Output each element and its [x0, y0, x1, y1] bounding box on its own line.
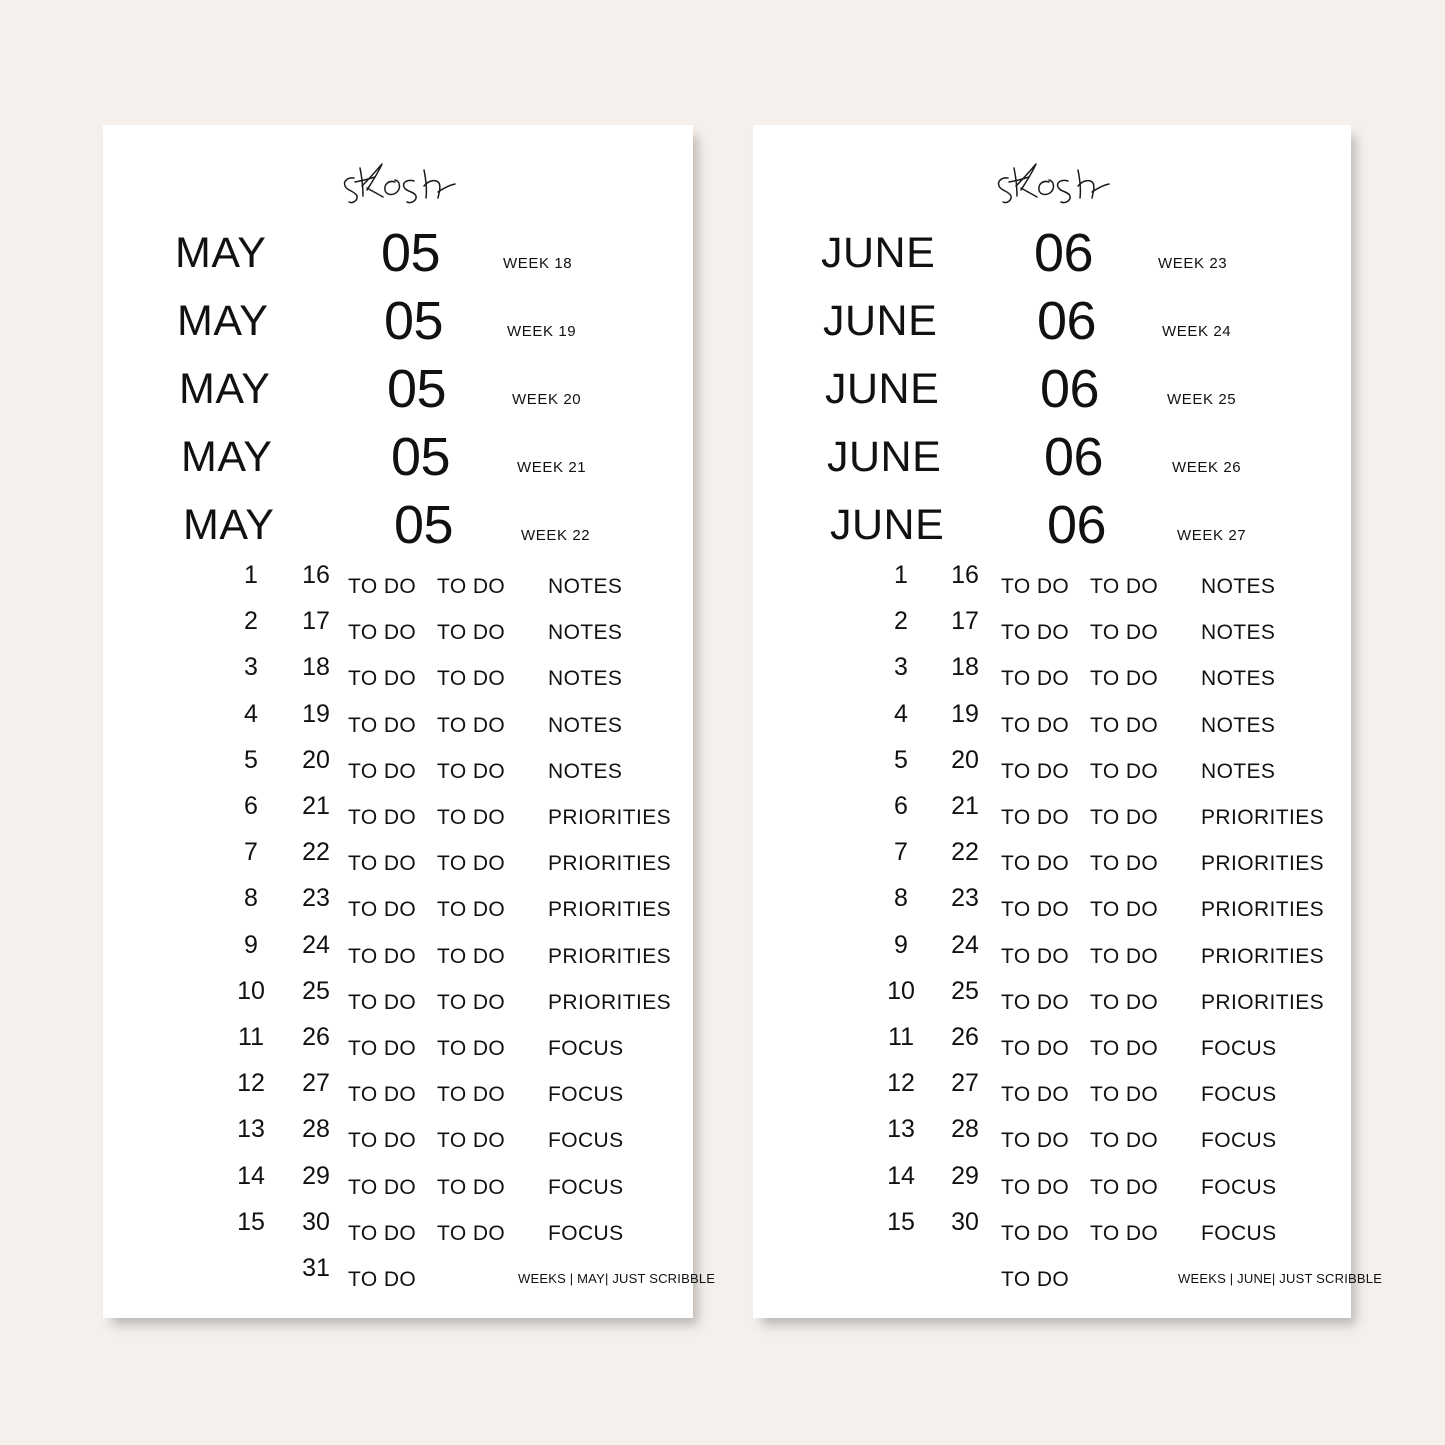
- day-number-right: 25: [951, 976, 979, 1005]
- month-number: 05: [381, 223, 441, 283]
- day-number-right: 18: [302, 653, 330, 682]
- day-row[interactable]: [753, 1025, 1351, 1071]
- week-label: WEEK 19: [507, 323, 577, 340]
- day-number-left: 11: [888, 1023, 914, 1051]
- day-row[interactable]: [753, 794, 1351, 840]
- month-name: MAY: [175, 229, 267, 277]
- month-header-block: [753, 221, 1351, 555]
- day-number-right: 22: [951, 838, 979, 867]
- month-number: 06: [1040, 359, 1100, 419]
- todo-slot-a[interactable]: TO DO: [1001, 1268, 1070, 1291]
- todo-slot-a[interactable]: TO DO: [1001, 759, 1070, 783]
- month-number: 05: [387, 359, 447, 419]
- category-label[interactable]: PRIORITIES: [548, 898, 672, 922]
- day-row[interactable]: [103, 976, 693, 1025]
- month-header-row[interactable]: [103, 221, 693, 285]
- day-row[interactable]: [103, 699, 693, 748]
- todo-slot-b[interactable]: TO DO: [1090, 713, 1159, 737]
- todo-slot-b[interactable]: TO DO: [437, 575, 506, 598]
- month-header-row[interactable]: [103, 493, 693, 557]
- day-row[interactable]: [753, 609, 1351, 655]
- brand-logo-skosh: [753, 143, 1351, 219]
- day-number-left: 10: [887, 976, 915, 1005]
- todo-slot-b[interactable]: TO DO: [1090, 852, 1159, 876]
- todo-slot-b[interactable]: TO DO: [437, 944, 506, 968]
- month-name: JUNE: [827, 433, 942, 481]
- day-number-right: 24: [951, 930, 979, 959]
- day-row[interactable]: [753, 655, 1351, 701]
- day-number-right: 19: [951, 699, 979, 728]
- category-label[interactable]: NOTES: [1201, 759, 1276, 783]
- day-number-left: 3: [894, 653, 908, 682]
- category-label[interactable]: PRIORITIES: [548, 806, 672, 829]
- todo-slot-a[interactable]: TO DO: [348, 1083, 417, 1107]
- day-number-left: 7: [894, 838, 908, 867]
- day-number-right: 23: [951, 884, 979, 913]
- day-row[interactable]: [103, 886, 693, 932]
- month-number: 06: [1047, 495, 1107, 555]
- day-number-left: 13: [887, 1115, 915, 1144]
- todo-slot-b[interactable]: TO DO: [437, 1129, 506, 1153]
- day-number-right: 26: [302, 1023, 330, 1051]
- todo-slot-b[interactable]: TO DO: [1090, 1083, 1159, 1107]
- category-label[interactable]: PRIORITIES: [548, 852, 672, 876]
- day-row[interactable]: [753, 1161, 1351, 1210]
- day-number-right: 28: [951, 1115, 979, 1144]
- day-row[interactable]: [103, 655, 693, 701]
- todo-slot-b[interactable]: TO DO: [1090, 1221, 1159, 1245]
- day-number-left: 12: [887, 1069, 915, 1098]
- todo-slot-b[interactable]: TO DO: [1090, 1037, 1159, 1060]
- todo-slot-a[interactable]: TO DO: [1001, 852, 1070, 876]
- todo-slot-a[interactable]: TO DO: [348, 898, 417, 922]
- todo-slot-b[interactable]: TO DO: [437, 806, 506, 829]
- day-row[interactable]: [103, 840, 693, 886]
- category-label[interactable]: NOTES: [1201, 713, 1276, 737]
- day-number-right: 20: [951, 745, 979, 774]
- day-number-right: 21: [951, 792, 979, 820]
- week-label: WEEK 21: [517, 459, 587, 476]
- day-number-left: 9: [244, 930, 258, 959]
- category-label[interactable]: PRIORITIES: [1201, 944, 1325, 968]
- skosh-script-icon: [338, 150, 458, 212]
- day-number-left: 11: [238, 1023, 264, 1051]
- day-row[interactable]: [753, 840, 1351, 886]
- week-label: WEEK 27: [1177, 527, 1247, 544]
- day-number-right: 18: [951, 653, 979, 682]
- month-header-row[interactable]: [103, 357, 693, 421]
- day-row[interactable]: [753, 1071, 1351, 1117]
- category-label[interactable]: FOCUS: [1201, 1083, 1277, 1107]
- category-label[interactable]: NOTES: [548, 575, 623, 598]
- todo-slot-b[interactable]: TO DO: [1090, 575, 1159, 598]
- skosh-script-icon: [992, 150, 1112, 212]
- day-number-left: 7: [244, 838, 258, 867]
- category-label[interactable]: PRIORITIES: [1201, 852, 1325, 876]
- day-number-right: 16: [951, 561, 979, 589]
- day-number-right: 19: [302, 699, 330, 728]
- day-number-left: 4: [244, 699, 258, 728]
- day-row[interactable]: [753, 886, 1351, 932]
- day-row[interactable]: [103, 1117, 693, 1163]
- day-number-right: 24: [302, 930, 330, 959]
- day-number-right: 31: [302, 1254, 330, 1282]
- todo-slot-a[interactable]: TO DO: [1001, 1221, 1070, 1245]
- category-label[interactable]: NOTES: [548, 759, 623, 783]
- planner-card-may[interactable]: [103, 125, 716, 1318]
- todo-slot-a[interactable]: TO DO: [1001, 1129, 1070, 1153]
- day-list-block: [753, 563, 1351, 1318]
- month-name: JUNE: [830, 501, 945, 549]
- category-label[interactable]: NOTES: [548, 713, 623, 737]
- todo-slot-b[interactable]: TO DO: [1090, 621, 1159, 645]
- card-footer-may: WEEKS | MAY| JUST SCRIBBLE: [518, 1271, 716, 1286]
- day-number-left: 10: [237, 976, 265, 1005]
- todo-slot-a[interactable]: TO DO: [348, 852, 417, 876]
- month-header-row[interactable]: [753, 357, 1351, 421]
- todo-slot-b[interactable]: TO DO: [1090, 944, 1159, 968]
- todo-slot-a[interactable]: TO DO: [1001, 806, 1070, 829]
- day-number-left: 14: [887, 1161, 915, 1190]
- category-label[interactable]: PRIORITIES: [1201, 806, 1325, 829]
- day-number-left: 2: [894, 607, 908, 636]
- brand-logo-skosh: [103, 143, 693, 219]
- todo-slot-a[interactable]: TO DO: [1001, 575, 1070, 598]
- week-label: WEEK 22: [521, 527, 591, 544]
- category-label[interactable]: PRIORITIES: [548, 944, 672, 968]
- todo-slot-b[interactable]: TO DO: [1090, 759, 1159, 783]
- day-number-left: 2: [244, 607, 258, 636]
- day-number-left: 15: [237, 1207, 265, 1236]
- day-row[interactable]: [753, 699, 1351, 748]
- week-label: WEEK 23: [1158, 255, 1228, 272]
- day-row[interactable]: [753, 563, 1351, 609]
- day-row[interactable]: [103, 1161, 693, 1210]
- day-number-left: 1: [894, 561, 908, 589]
- category-label[interactable]: NOTES: [1201, 575, 1276, 598]
- category-label[interactable]: PRIORITIES: [548, 990, 672, 1014]
- week-label: WEEK 20: [512, 391, 582, 408]
- day-number-left: 14: [237, 1161, 265, 1190]
- todo-slot-a[interactable]: TO DO: [348, 575, 417, 598]
- todo-slot-b[interactable]: TO DO: [437, 713, 506, 737]
- day-number-left: 8: [244, 884, 258, 913]
- category-label[interactable]: FOCUS: [548, 1129, 624, 1153]
- todo-slot-a[interactable]: TO DO: [348, 990, 417, 1014]
- todo-slot-b[interactable]: TO DO: [1090, 1175, 1159, 1199]
- month-header-row[interactable]: [753, 221, 1351, 285]
- day-number-right: 29: [951, 1161, 979, 1190]
- todo-slot-a[interactable]: TO DO: [348, 621, 417, 645]
- day-row[interactable]: [753, 976, 1351, 1025]
- todo-slot-a[interactable]: TO DO: [1001, 1037, 1070, 1060]
- month-number: 05: [391, 427, 451, 487]
- day-number-right: 30: [302, 1207, 330, 1236]
- day-number-right: 28: [302, 1115, 330, 1144]
- category-label[interactable]: FOCUS: [548, 1083, 624, 1107]
- todo-slot-a[interactable]: TO DO: [348, 1175, 417, 1199]
- day-number-right: 26: [951, 1023, 979, 1051]
- month-header-row[interactable]: [103, 425, 693, 489]
- day-number-right: 21: [302, 792, 330, 820]
- day-row[interactable]: [753, 1207, 1351, 1256]
- day-row[interactable]: [753, 930, 1351, 979]
- day-number-right: 23: [302, 884, 330, 913]
- category-label[interactable]: FOCUS: [548, 1221, 624, 1245]
- category-label[interactable]: PRIORITIES: [1201, 898, 1325, 922]
- day-number-left: 4: [894, 699, 908, 728]
- todo-slot-a[interactable]: TO DO: [1001, 1175, 1070, 1199]
- todo-slot-b[interactable]: TO DO: [437, 1037, 506, 1060]
- day-row[interactable]: [103, 1207, 693, 1256]
- month-number: 06: [1034, 223, 1094, 283]
- todo-slot-b[interactable]: TO DO: [1090, 898, 1159, 922]
- day-number-right: 29: [302, 1161, 330, 1190]
- day-row[interactable]: [753, 1117, 1351, 1163]
- day-number-left: 12: [237, 1069, 265, 1098]
- category-label[interactable]: FOCUS: [548, 1175, 624, 1199]
- month-number: 05: [394, 495, 454, 555]
- todo-slot-a[interactable]: TO DO: [348, 667, 417, 691]
- day-number-right: 27: [302, 1069, 330, 1098]
- day-row[interactable]: [753, 745, 1351, 794]
- day-number-right: 30: [951, 1207, 979, 1236]
- todo-slot-b[interactable]: TO DO: [1090, 667, 1159, 691]
- month-name: JUNE: [825, 365, 940, 413]
- todo-slot-a[interactable]: TO DO: [348, 1268, 417, 1291]
- day-number-right: 17: [951, 607, 979, 636]
- month-header-row[interactable]: [753, 289, 1351, 353]
- week-label: WEEK 25: [1167, 391, 1237, 408]
- category-label[interactable]: FOCUS: [1201, 1037, 1277, 1060]
- day-row[interactable]: [103, 930, 693, 979]
- month-name: MAY: [179, 365, 271, 413]
- todo-slot-a[interactable]: TO DO: [1001, 621, 1070, 645]
- day-number-left: 8: [894, 884, 908, 913]
- todo-slot-a[interactable]: TO DO: [1001, 944, 1070, 968]
- todo-slot-a[interactable]: TO DO: [348, 1129, 417, 1153]
- day-number-right: 17: [302, 607, 330, 636]
- todo-slot-b[interactable]: TO DO: [437, 852, 506, 876]
- day-number-right: 25: [302, 976, 330, 1005]
- month-number: 05: [384, 291, 444, 351]
- todo-slot-b[interactable]: TO DO: [437, 898, 506, 922]
- todo-slot-a[interactable]: TO DO: [348, 806, 417, 829]
- month-name: MAY: [181, 433, 273, 481]
- todo-slot-a[interactable]: TO DO: [348, 1037, 417, 1060]
- month-name: MAY: [177, 297, 269, 345]
- todo-slot-b[interactable]: TO DO: [437, 1083, 506, 1107]
- month-header-row[interactable]: [753, 425, 1351, 489]
- todo-slot-a[interactable]: TO DO: [1001, 990, 1070, 1014]
- todo-slot-a[interactable]: TO DO: [348, 1221, 417, 1245]
- day-row[interactable]: [103, 745, 693, 794]
- month-header-block: [103, 221, 693, 555]
- day-list-block: [103, 563, 693, 1318]
- day-number-left: 3: [244, 653, 258, 682]
- month-header-row[interactable]: [103, 289, 693, 353]
- day-row[interactable]: [103, 794, 693, 840]
- todo-slot-a[interactable]: TO DO: [348, 944, 417, 968]
- card-footer-june: WEEKS | JUNE| JUST SCRIBBLE: [1178, 1271, 1383, 1286]
- todo-slot-a[interactable]: TO DO: [1001, 713, 1070, 737]
- day-number-left: 9: [894, 930, 908, 959]
- day-row[interactable]: [103, 563, 693, 609]
- week-label: WEEK 24: [1162, 323, 1232, 340]
- todo-slot-b[interactable]: TO DO: [437, 1175, 506, 1199]
- todo-slot-a[interactable]: TO DO: [348, 713, 417, 737]
- planner-card-june[interactable]: [753, 125, 1383, 1318]
- todo-slot-a[interactable]: TO DO: [1001, 898, 1070, 922]
- day-number-left: 6: [244, 792, 258, 820]
- todo-slot-b[interactable]: TO DO: [1090, 1129, 1159, 1153]
- day-number-right: 20: [302, 745, 330, 774]
- todo-slot-b[interactable]: TO DO: [437, 621, 506, 645]
- todo-slot-b[interactable]: TO DO: [1090, 806, 1159, 829]
- day-number-left: 5: [894, 745, 908, 774]
- day-row[interactable]: [103, 1071, 693, 1117]
- month-number: 06: [1037, 291, 1097, 351]
- todo-slot-b[interactable]: TO DO: [437, 990, 506, 1014]
- todo-slot-a[interactable]: TO DO: [1001, 667, 1070, 691]
- day-number-right: 16: [302, 561, 330, 589]
- day-number-left: 6: [894, 792, 908, 820]
- todo-slot-b[interactable]: TO DO: [437, 1221, 506, 1245]
- todo-slot-b[interactable]: TO DO: [437, 759, 506, 783]
- todo-slot-a[interactable]: TO DO: [1001, 1083, 1070, 1107]
- category-label[interactable]: FOCUS: [1201, 1175, 1277, 1199]
- day-number-left: 13: [237, 1115, 265, 1144]
- todo-slot-b[interactable]: TO DO: [437, 667, 506, 691]
- month-number: 06: [1044, 427, 1104, 487]
- month-header-row[interactable]: [753, 493, 1351, 557]
- week-label: WEEK 26: [1172, 459, 1242, 476]
- day-number-right: 27: [951, 1069, 979, 1098]
- day-number-right: 22: [302, 838, 330, 867]
- category-label[interactable]: NOTES: [548, 621, 623, 645]
- day-row[interactable]: [103, 609, 693, 655]
- category-label[interactable]: FOCUS: [1201, 1129, 1277, 1153]
- category-label[interactable]: FOCUS: [548, 1037, 624, 1060]
- category-label[interactable]: PRIORITIES: [1201, 990, 1325, 1014]
- month-name: JUNE: [823, 297, 938, 345]
- todo-slot-a[interactable]: TO DO: [348, 759, 417, 783]
- todo-slot-b[interactable]: TO DO: [1090, 990, 1159, 1014]
- category-label[interactable]: NOTES: [548, 667, 623, 691]
- day-number-left: 1: [244, 561, 258, 589]
- month-name: MAY: [183, 501, 275, 549]
- week-label: WEEK 18: [503, 255, 573, 272]
- day-number-left: 15: [887, 1207, 915, 1236]
- day-row[interactable]: [103, 1025, 693, 1071]
- month-name: JUNE: [821, 229, 936, 277]
- category-label[interactable]: NOTES: [1201, 621, 1276, 645]
- category-label[interactable]: FOCUS: [1201, 1221, 1277, 1245]
- category-label[interactable]: NOTES: [1201, 667, 1276, 691]
- day-number-left: 5: [244, 745, 258, 774]
